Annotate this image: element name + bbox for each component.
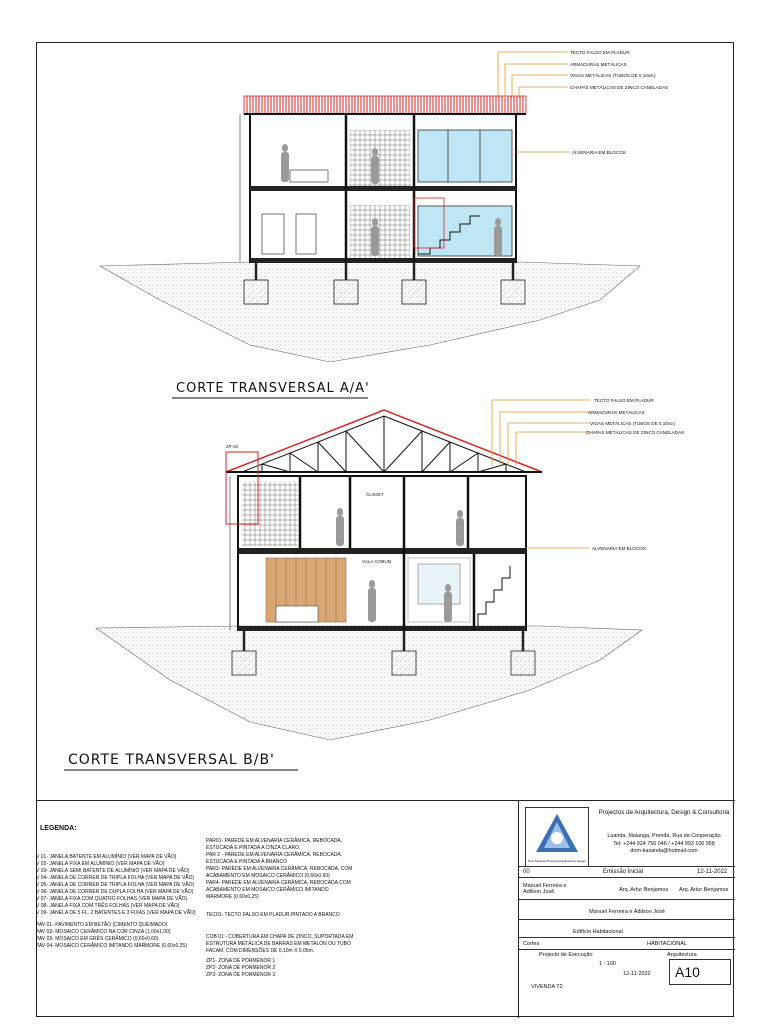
annotation-bb-4: CHAPAS METÁLICAS DE ZINCO CANELADAS bbox=[586, 430, 685, 435]
sheet-number: A10 bbox=[675, 964, 700, 980]
title-underline-bb bbox=[64, 768, 298, 772]
architect-2: Arq. Artur Benjamos bbox=[679, 887, 729, 893]
drawing-name: Cortes bbox=[523, 941, 540, 947]
roof-aa bbox=[244, 96, 526, 114]
annotation-bb-2: ARMADURAS METÁLICAS bbox=[588, 410, 645, 415]
annotation-bb-3: VIGAS METÁLICAS (TUBOS DE 0,10x0,) bbox=[590, 421, 676, 426]
ground-bb bbox=[96, 626, 642, 740]
revision-number: 00 bbox=[523, 869, 530, 875]
section-title-aa: CORTE TRANSVERSAL A/A' bbox=[176, 381, 370, 396]
section-title-bb: CORTE TRANSVERSAL B/B' bbox=[68, 752, 275, 768]
logo-icon bbox=[526, 808, 588, 858]
logo-caption: Dom Kasanda Projectos Arquitectura e Design bbox=[528, 859, 586, 863]
drawing-scale: 1 : 100 bbox=[599, 961, 616, 967]
revision-date: 12-11-2022 bbox=[697, 869, 728, 875]
legend-walls: PAR01- PAREDE EM ALVENARIA CERÂMICA, REBOCADA, ESTUCADA E PINTADA A CINZA CLARO, PAR 2 - PAREDE EM ALVENARIA CERÂMICA, REBOCADA, ESTUCADA E PINTADA A BRANCO PAR3- PAREDE EM ALVENARIA CERÂMICA, REBOCADA, COM ACABAMENTO EM MOSAICO CERÂMICO (0,60x0,60) PAR4- PAREDE EM ALVENARIA CERÂMICA, REBOCADA COM ACABAMENTO EM MOSAICO CERÂMICO IMITANDO MÁRMORE (0,60x0,25) bbox=[206, 838, 353, 900]
legend-roof: COB 01 - COBERTURA EM CHAPA DE ZINCO, SUPORTADA EM ESTRUTURA METÁLICA DE BARRAS EM METALON OU TUBO FACAM, COM DIMENSÕES DE 0,10m X 0,05m. bbox=[206, 934, 354, 954]
annotation-aa-4: CHAPAS METÁLICAS DE ZINCO CANELADAS bbox=[570, 85, 669, 90]
unit-name: VIVENDA T2 bbox=[531, 984, 563, 990]
company-address: Luanda, Maianga, Prenda, Rua da Cooperação bbox=[607, 833, 721, 839]
project-name: Edifício Habitacional bbox=[573, 929, 623, 935]
architect-1: Arq. Artur Benjamos bbox=[619, 887, 669, 893]
drawing-date: 12-11-2022 bbox=[623, 971, 651, 977]
company-phone: Tel: +244 924 756 046 / +244 993 100 958 bbox=[613, 841, 715, 847]
ground-aa bbox=[100, 262, 640, 362]
legend-heading: LEGENDA: bbox=[40, 825, 77, 832]
discipline: Arquitectura bbox=[667, 952, 697, 958]
company-name: Projectos de Arquitectura, Design & Consultoria bbox=[598, 809, 730, 816]
section-bb bbox=[96, 398, 684, 740]
revision-description: Emissão Inicial bbox=[603, 869, 644, 875]
owner-name: Manuel Ferreira e Adilson Josê bbox=[589, 909, 665, 915]
title-underline-aa bbox=[172, 396, 368, 400]
project-phase: Projecto de Execução bbox=[539, 952, 593, 958]
annotation-bb-wall: ALVENARIA EM BLOCOS bbox=[592, 546, 646, 551]
company-logo bbox=[525, 807, 589, 867]
zp03-label: ZP-03 bbox=[226, 444, 238, 449]
annotation-bb-1: TECTO FALSO EM PLADUR bbox=[594, 398, 654, 403]
annotation-aa-1: TECTO FALSO EM PLADUR bbox=[570, 50, 630, 55]
legend-ceiling: TEC01- TECTO FALSO EM PLADUR PINTADO A BRANCO bbox=[206, 912, 340, 918]
section-aa bbox=[100, 50, 668, 362]
legend-zones: ZP1- ZONA DE PORMENOR 1 ZP2- ZONA DE PORMENOR 2 ZP3- ZONA DE PORMENOR 3 bbox=[206, 958, 276, 978]
annotation-aa-2: ARMADURAS METÁLICAS bbox=[570, 62, 627, 67]
closet-label: CLOSET bbox=[366, 492, 384, 497]
company-email: dom-kasanda@hotmail.com bbox=[630, 848, 698, 854]
legend-windows: V 01- JANELA BATENTE EM ALUMÍNIO (VER MAPA DE VÃO) V 02- JANELA FIXA EM ALUMÍNIO (VER MAPA DE VÃO) V 03- JANELA SEMI BATENTE DE ALUMÍNIO (VER MAPA DE VÃO) V 04- JANELA DE CORRER DE TRIPLA FOLHA (VER MAPA DE VÃO) V 05- JANELA DE CORRER DE TRIPLA FOLHA (VER MAPA DE VÃO) V 06- JANELA DE CORRER DE DUPLA FOLHA (VER MAPA DE VÃO) V 07- JANELA FIXA COM QUATRO FOLHAS (VER MAPA DE VÃO) V 08- JANELA FIXA COM TRÊS FOLHAS (VER MAPA DE VÃO) V 09- JANELA DE 5 FL. 2 BATENTES E 3 FIXAS (VER MAPA DE VÃO) bbox=[36, 854, 196, 916]
annotation-aa-3: VIGAS METÁLICAS (TUBOS DE 0,10x0,) bbox=[570, 73, 656, 78]
legend-floors: PAV 01- PAVIMENTO EM BETÃO (CIMENTO QUEIMADO) PAV 02- MOSAICO CERÂMICO NA COR CINZA (1,00x1,00) PAV 03- MOSAICO EM GRÉS CERÂMICO (0,60x0,60) PAV 04- MOSAICO CERÂMICO IMITANDO MÁRMORE (0,60x0,25) bbox=[36, 922, 187, 949]
title-block bbox=[518, 800, 735, 1018]
client-name: Manuel Ferreira e Adilson Josê bbox=[523, 883, 567, 895]
sala-comum-label: SALA COMUM bbox=[362, 559, 392, 564]
annotation-aa-wall: ALVENARIA EM BLOCOS bbox=[572, 150, 626, 155]
legend bbox=[36, 800, 518, 1018]
building-type: HABITACIONAL bbox=[647, 941, 687, 947]
